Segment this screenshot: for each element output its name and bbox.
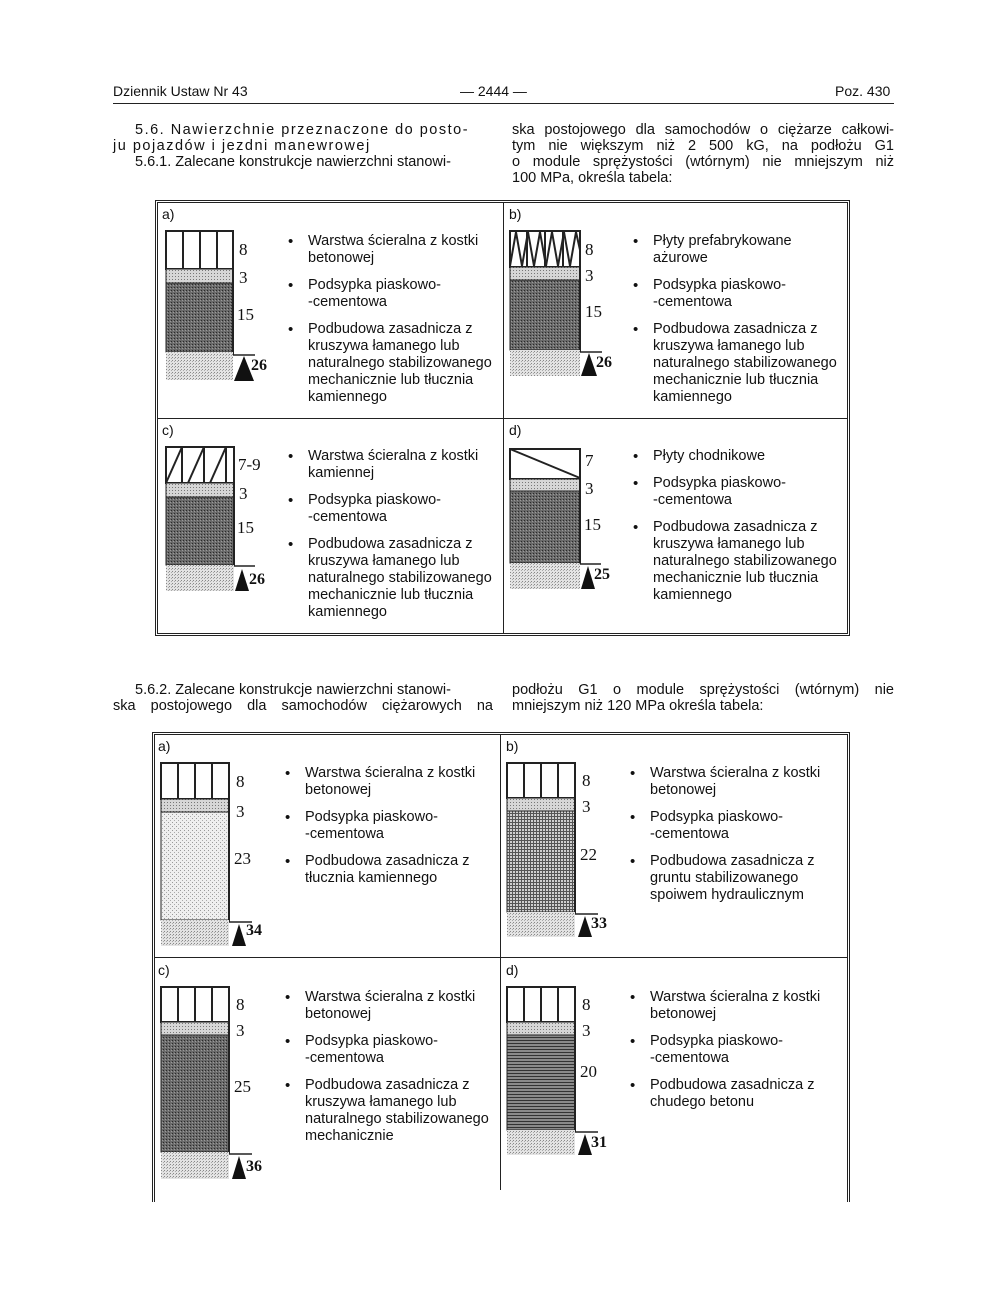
list-item: • Podsypka piaskowo- -cementowa [283,809,498,843]
list-item: • Podbudowa zasadnicza z kruszywa łamanego lub naturalnego stabilizowanego mechanicznie lub tłucznia kamiennego [286,536,501,621]
list-item: • Warstwa ścieralna z kostki betonowej [283,989,498,1023]
list-item: • Płyty chodnikowe [631,448,846,465]
total-thickness-marker [581,353,597,376]
paver-blocks-layer [507,987,575,1022]
cell-label: d) [506,962,519,978]
base-course-layer [161,1035,229,1152]
text-line: mniejszym niż 120 MPa określa tabela: [512,698,764,714]
subgrade-layer [161,1152,229,1179]
thickness-label: 3 [236,1021,245,1040]
cell-label: c) [162,422,174,438]
text-line: podłożu G1 o module sprężystości (wtórnym) nie [512,682,894,698]
thickness-label: 25 [234,1077,251,1096]
total-thickness: 34 [246,922,262,939]
table-divider [500,734,501,1190]
list-item: • Podsypka piaskowo- -cementowa [631,277,846,311]
cell-label: a) [158,738,171,754]
subgrade-layer [510,350,580,376]
thickness-label: 7 [585,451,594,470]
text-line: ska postojowego dla samochodów o ciężarze całkowi- [512,122,894,138]
sand-cement-layer [510,267,580,280]
cell-label: c) [158,962,170,978]
cell-label: d) [509,422,522,438]
total-thickness: 31 [591,1134,607,1151]
layer-list-c [286,448,501,631]
list-item: • Warstwa ścieralna z kostki kamiennej [286,448,501,482]
subgrade-layer [161,920,229,946]
list-item: • Podsypka piaskowo- -cementowa [628,1033,843,1067]
sand-cement-layer [161,799,229,812]
thickness-label: 23 [234,849,251,868]
thickness-label: 7-9 [238,455,261,474]
total-thickness-marker [232,1156,246,1179]
thickness-label: 22 [580,845,597,864]
list-item: • Warstwa ścieralna z kostki betonowej [283,765,498,799]
section-2-text-right [512,682,894,714]
stone-sett-layer [166,447,234,483]
paver-blocks-layer [166,231,233,269]
sand-cement-layer [507,798,575,811]
thickness-label: 3 [585,266,594,285]
thickness-label: 15 [584,515,601,534]
total-thickness: 26 [596,354,612,371]
text-line: 5.6.2. Zalecane konstrukcje nawierzchni stanowi- [135,682,451,698]
sand-cement-layer [510,479,580,491]
sand-cement-layer [161,1022,229,1035]
table-divider [154,957,848,958]
sand-cement-layer [166,269,233,283]
table-divider [157,418,848,419]
subgrade-layer [507,1130,575,1155]
thickness-label: 8 [239,240,248,259]
paving-slab-layer [510,449,580,479]
cell-label: a) [162,206,175,222]
subgrade-layer [507,912,575,937]
list-item: • Podbudowa zasadnicza z chudego betonu [628,1077,843,1111]
thickness-label: 15 [237,518,254,537]
total-thickness-marker [578,1134,592,1155]
subgrade-layer [166,352,233,380]
list-item: • Warstwa ścieralna z kostki betonowej [286,233,501,267]
thickness-label: 8 [236,772,245,791]
text-line: ska postojowego dla samochodów ciężarowych na [113,698,493,714]
layer-list-2a [283,765,498,897]
total-thickness: 36 [246,1158,262,1175]
list-item: • Podbudowa zasadnicza z kruszywa łamanego lub naturalnego stabilizowanego mechanicznie lub tłucznia kamiennego [631,321,846,406]
base-course-layer [507,1035,575,1130]
section-2-text-left [113,682,493,714]
layer-list-2d [628,989,843,1121]
list-item: • Podsypka piaskowo- -cementowa [283,1033,498,1067]
header-rule [113,103,894,104]
section-heading-line2: ju pojazdów i jezdni manewrowej [113,138,371,154]
thickness-label: 3 [582,1021,591,1040]
list-item: • Podsypka piaskowo- -cementowa [628,809,843,843]
journal-title: Dziennik Ustaw Nr 43 [113,83,248,99]
total-thickness: 25 [594,566,610,583]
list-item: • Podsypka piaskowo- -cementowa [286,492,501,526]
thickness-label: 20 [580,1062,597,1081]
subgrade-layer [166,565,234,591]
list-item: • Warstwa ścieralna z kostki betonowej [628,989,843,1023]
list-item: • Podbudowa zasadnicza z kruszywa łamanego lub naturalnego stabilizowanego mechanicznie [283,1077,498,1145]
paver-blocks-layer [161,987,229,1022]
layer-list-b [631,233,846,416]
layer-list-a [286,233,501,416]
thickness-label: 3 [585,479,594,498]
position-number: Poz. 430 [835,83,891,99]
thickness-label: 3 [239,268,248,287]
thickness-label: 8 [585,240,594,259]
subgrade-layer [510,563,580,589]
base-course-layer [507,811,575,912]
layer-list-d [631,448,846,614]
total-thickness-marker [235,569,249,591]
list-item: • Podsypka piaskowo- -cementowa [286,277,501,311]
text-line: 100 MPa, określa tabela: [512,170,673,186]
cell-label: b) [506,738,519,754]
list-item: • Podbudowa zasadnicza z kruszywa łamanego lub naturalnego stabilizowanego mechanicznie lub tłucznia kamiennego [286,321,501,406]
cell-label: b) [509,206,522,222]
base-course-layer [510,280,580,350]
total-thickness-marker [578,916,592,937]
base-course-layer [166,283,233,352]
total-thickness: 33 [591,915,607,932]
sand-cement-layer [166,483,234,497]
thickness-label: 8 [582,995,591,1014]
base-course-layer [161,812,229,920]
text-line: o module sprężystości (wtórnym) nie mniejszym niż [512,154,894,170]
thickness-label: 15 [237,305,254,324]
thickness-label: 8 [582,771,591,790]
total-thickness-marker [232,924,246,946]
list-item: • Podbudowa zasadnicza z tłucznia kamiennego [283,853,498,887]
list-item: • Podbudowa zasadnicza z kruszywa łamanego lub naturalnego stabilizowanego mechanicznie lub tłucznia kamiennego [631,519,846,604]
lattice-slab-layer [510,231,580,267]
layer-list-2b [628,765,843,914]
section-text-left [113,122,491,170]
section-heading-line1: 5.6. Nawierzchnie przeznaczone do posto- [135,122,470,138]
page-number: — 2444 — [460,83,527,99]
subsection-line: 5.6.1. Zalecane konstrukcje nawierzchni stanowi- [135,154,451,170]
list-item: • Podbudowa zasadnicza z gruntu stabilizowanego spoiwem hydraulicznym [628,853,843,904]
list-item: • Warstwa ścieralna z kostki betonowej [628,765,843,799]
thickness-label: 3 [239,484,248,503]
total-thickness: 26 [251,357,267,374]
total-thickness: 26 [249,571,265,588]
layer-list-2c [283,989,498,1155]
base-course-layer [166,497,234,565]
base-course-layer [510,491,580,563]
thickness-label: 3 [582,797,591,816]
list-item: • Podsypka piaskowo- -cementowa [631,475,846,509]
thickness-label: 8 [236,995,245,1014]
thickness-label: 3 [236,802,245,821]
thickness-label: 15 [585,302,602,321]
sand-cement-layer [507,1022,575,1035]
list-item: • Płyty prefabrykowane ażurowe [631,233,846,267]
text-line: tym nie większym niż 2 500 kG, na podłożu G1 [512,138,894,154]
paver-blocks-layer [161,763,229,799]
total-thickness-marker [581,566,595,589]
section-text-right [512,122,894,186]
paver-blocks-layer [507,763,575,798]
